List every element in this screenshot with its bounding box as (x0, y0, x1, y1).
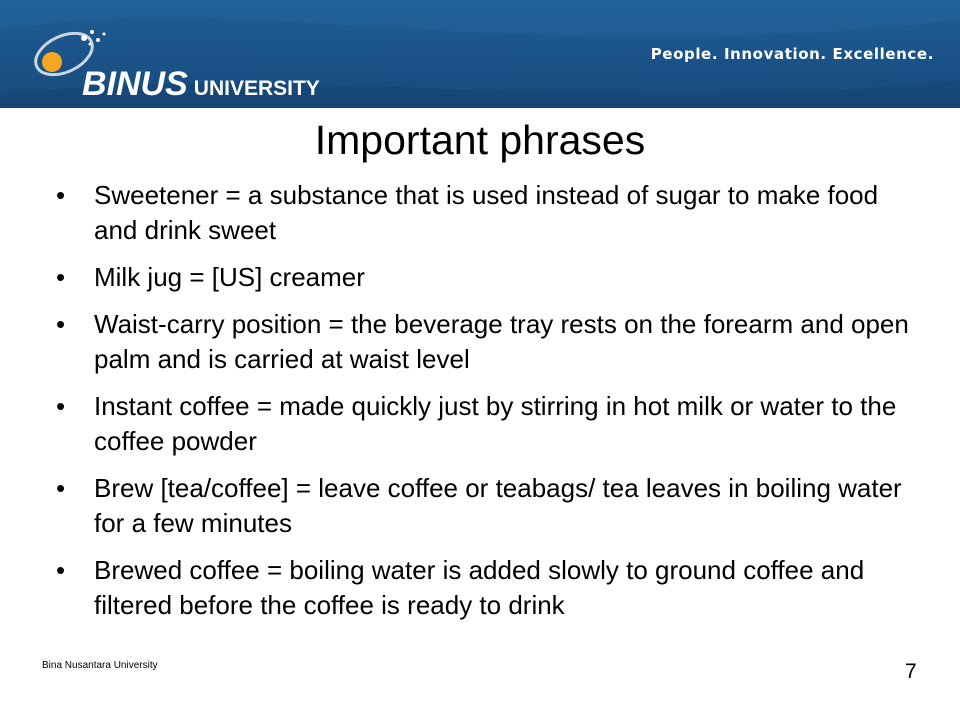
bullet-item (56, 178, 916, 248)
bullet-text: Brew [tea/coffee] = leave coffee or teabags/ tea leaves in boiling water for a few minutes (94, 473, 902, 538)
logo-wordmark (82, 65, 320, 104)
header-banner (0, 0, 960, 108)
tagline: People. Innovation. Excellence. (650, 45, 934, 63)
bullet-item (56, 553, 916, 623)
page-number: 7 (905, 660, 917, 683)
bullet-dot-icon: • (56, 180, 66, 210)
bullet-text: Sweetener = a substance that is used instead of sugar to make food and drink sweet (94, 180, 879, 245)
bullet-dot-icon: • (56, 262, 66, 292)
bullet-text: Instant coffee = made quickly just by stirring in hot milk or water to the coffee powder (94, 391, 897, 456)
bullet-list (56, 178, 916, 635)
bullet-dot-icon: • (56, 309, 66, 339)
bullet-dot-icon: • (56, 555, 66, 585)
logo-binus-text: BINUS (82, 65, 188, 103)
bullet-item (56, 471, 916, 541)
bullet-text: Brewed coffee = boiling water is added slowly to ground coffee and filtered before the coffee is ready to drink (94, 555, 865, 620)
logo-university-text: UNIVERSITY (193, 77, 320, 100)
bullet-item (56, 389, 916, 459)
bullet-dot-icon: • (56, 391, 66, 421)
bullet-dot-icon: • (56, 473, 66, 503)
footer-institution: Bina Nusantara University (42, 660, 158, 671)
binus-logo (22, 18, 320, 103)
slide-title: Important phrases (314, 117, 646, 163)
bullet-item (56, 307, 916, 377)
bullet-item (56, 260, 916, 295)
bullet-text: Waist-carry position = the beverage tray rests on the forearm and open palm and is carried at waist level (94, 309, 909, 374)
bullet-text: Milk jug = [US] creamer (94, 262, 365, 292)
